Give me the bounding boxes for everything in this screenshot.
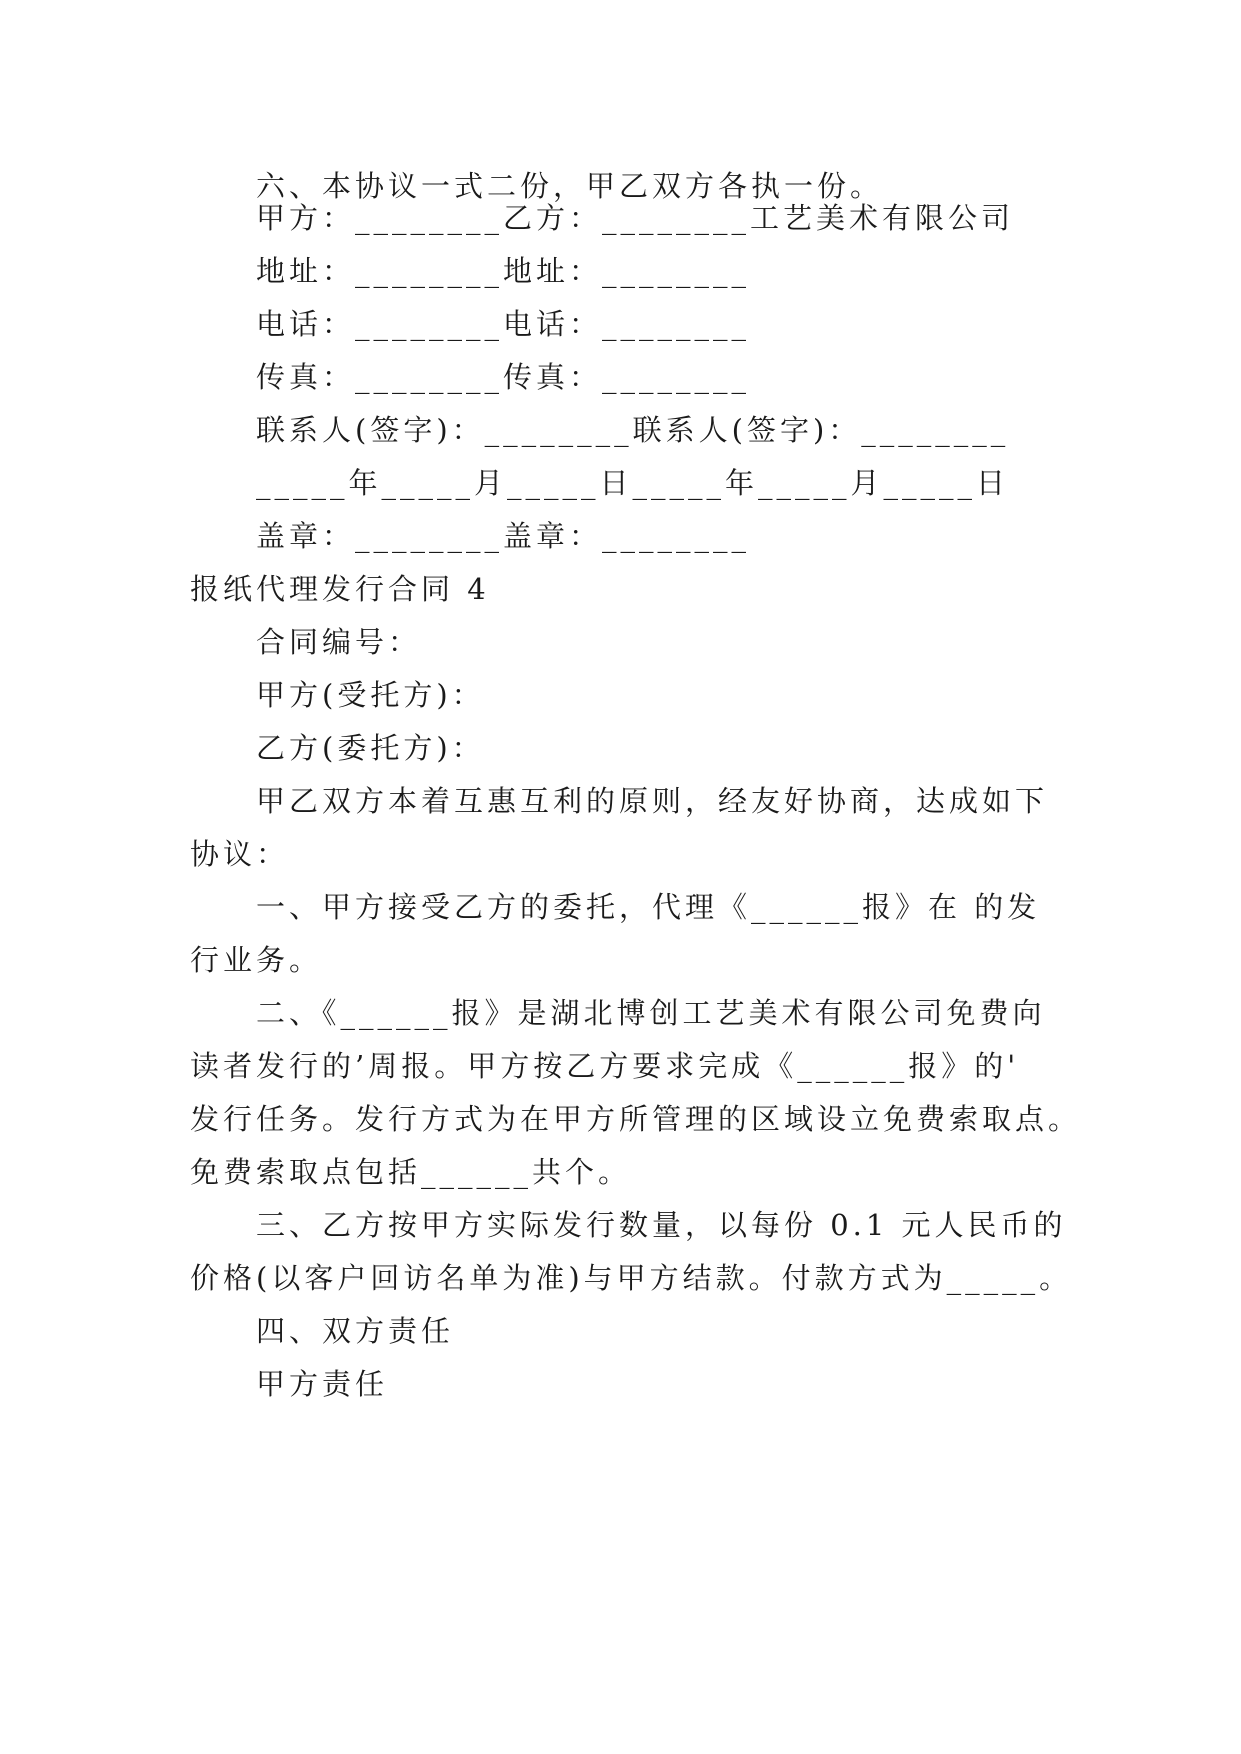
- preamble-line-1: 甲乙双方本着互惠互利的原则，经友好协商，达成如下: [256, 784, 1049, 818]
- signature-party-line: 甲方：________乙方：________工艺美术有限公司: [256, 201, 1015, 235]
- signature-phone-line: 电话：________电话：________: [256, 307, 751, 341]
- contract-title: 报纸代理发行合同 4: [190, 572, 490, 606]
- clause-two-line-2: 读者发行的’周报。甲方按乙方要求完成《______报》的': [190, 1049, 1020, 1083]
- clause-one-line-2: 行业务。: [190, 943, 323, 977]
- preamble-line-2: 协议：: [190, 837, 290, 871]
- signature-address-line: 地址：________地址：________: [256, 254, 751, 288]
- clause-six: 六、本协议一式二份，甲乙双方各执一份。: [256, 169, 884, 203]
- clause-one-line-1: 一、甲方接受乙方的委托，代理《______报》在 的发: [256, 890, 1041, 924]
- clause-four-heading: 四、双方责任: [256, 1314, 455, 1348]
- signature-date-line: _____年_____月_____日_____年_____月_____日: [256, 466, 1010, 500]
- party-b-label: 乙方(委托方)：: [256, 731, 485, 765]
- signature-contact-line: 联系人(签字)：________联系人(签字)：________: [256, 413, 1010, 447]
- clause-two-line-1: 二、《______报》是湖北博创工艺美术有限公司免费向: [256, 996, 1046, 1030]
- party-a-duties-heading: 甲方责任: [256, 1367, 389, 1401]
- clause-three-line-2: 价格(以客户回访名单为准)与甲方结款。付款方式为_____。: [190, 1261, 1073, 1295]
- party-a-label: 甲方(受托方)：: [256, 678, 485, 712]
- clause-two-line-4: 免费索取点包括______共个。: [190, 1155, 632, 1189]
- signature-fax-line: 传真：________传真：________: [256, 360, 751, 394]
- clause-two-line-3: 发行任务。发行方式为在甲方所管理的区域设立免费索取点。: [190, 1102, 1082, 1136]
- clause-three-line-1: 三、乙方按甲方实际发行数量，以每份 0.1 元人民币的: [256, 1208, 1067, 1242]
- contract-number-label: 合同编号：: [256, 625, 422, 659]
- signature-seal-line: 盖章：________盖章：________: [256, 519, 751, 553]
